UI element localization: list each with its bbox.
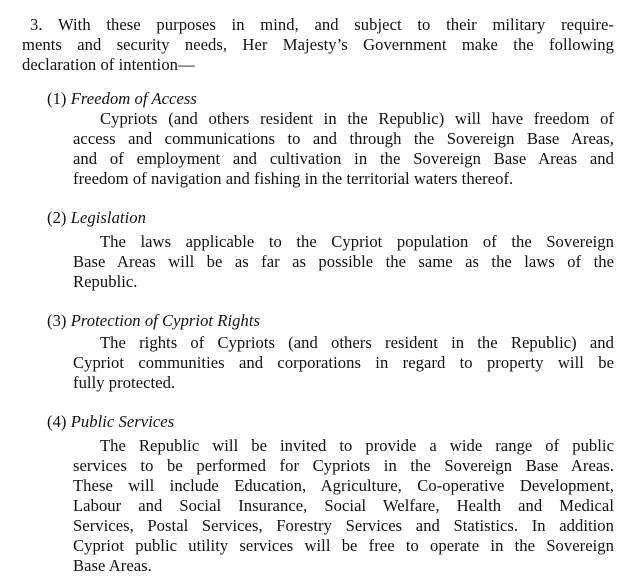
section-heading: [47, 412, 174, 432]
section-line: Services, Postal Services, Forestry Services and Statistics. In addition: [73, 516, 614, 535]
section-title: Protection of Cypriot Rights: [70, 311, 260, 330]
section-line: The Republic will be invited to provide a wide range of public: [100, 436, 614, 455]
section-title: Public Services: [70, 412, 175, 431]
section-line: Base Areas.: [73, 556, 152, 575]
intro-line: declaration of intention—: [22, 55, 195, 74]
section-line: access and communications to and through the Sovereign Base Areas,: [73, 129, 614, 148]
section-title: Freedom of Access: [70, 89, 197, 108]
section-line: services to be performed for Cypriots in the Sovereign Base Areas.: [73, 456, 614, 475]
section-line: Cypriot public utility services will be free to operate in the Sovereign: [73, 536, 614, 555]
section-line: freedom of navigation and fishing in the territorial waters thereof.: [73, 169, 514, 188]
section-line: Cypriots (and others resident in the Republic) will have freedom of: [100, 109, 614, 128]
section-line: fully protected.: [73, 373, 176, 392]
section-number: (4): [47, 412, 67, 431]
section-number: (3): [47, 311, 67, 330]
section-line: Labour and Social Insurance, Social Welfare, Health and Medical: [73, 496, 614, 515]
section-line: Cypriot communities and corporations in regard to property will be: [73, 353, 614, 372]
intro-line: 3. With these purposes in mind, and subject to their military require-: [30, 15, 614, 34]
section-line: The laws applicable to the Cypriot population of the Sovereign: [100, 232, 614, 251]
section-line: Base Areas will be as far as possible the same as the laws of the: [73, 252, 614, 271]
section-line: The rights of Cypriots (and others resident in the Republic) and: [100, 333, 614, 352]
intro-line: ments and security needs, Her Majesty’s Government make the following: [22, 35, 614, 54]
section-heading: [47, 311, 260, 331]
section-title: Legislation: [70, 208, 146, 227]
section-line: Republic.: [73, 272, 138, 291]
section-number: (1): [47, 89, 67, 108]
section-line: These will include Education, Agriculture, Co-operative Development,: [73, 476, 614, 495]
section-heading: [47, 208, 146, 228]
section-heading: [47, 89, 197, 109]
section-line: and of employment and cultivation in the Sovereign Base Areas and: [73, 149, 614, 168]
section-number: (2): [47, 208, 67, 227]
